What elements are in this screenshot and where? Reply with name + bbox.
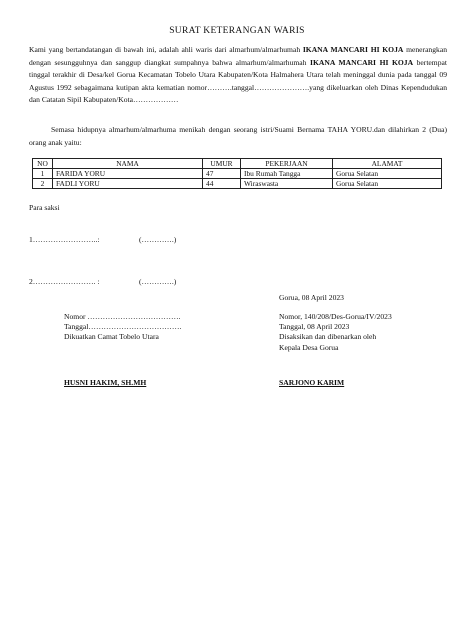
opening-text-1: Kami yang bertandatangan di bawah ini, adalah ahli waris dari almarhum/almarhumah [29,45,303,54]
camat-acknowledgement: Dikuatkan Camat Tobelo Utara [64,332,159,341]
camat-tanggal: Tanggal………………………………. [64,322,182,331]
cell-no: 2 [33,179,53,189]
camat-signer-name: HUSNI HAKIM, SH.MH [64,378,147,387]
cell-alamat: Gorua Selatan [333,179,442,189]
cell-umur: 47 [203,169,241,179]
col-header-alamat: ALAMAT [333,159,442,169]
cell-no: 1 [33,169,53,179]
witness-1-line: 1……………………..: [29,235,100,244]
cell-pekerjaan: Wiraswasta [241,179,333,189]
cell-pekerjaan: Ibu Rumah Tangga [241,169,333,179]
col-header-nama: NAMA [53,159,203,169]
table-header-row [33,159,442,169]
col-header-no: NO [33,159,53,169]
camat-nomor: Nomor ………………………………. [64,312,181,321]
cell-nama: FARIDA YORU [53,169,203,179]
col-header-umur: UMUR [203,159,241,169]
village-nomor: Nomor, 140/208/Des-Gorua/IV/2023 [279,312,392,321]
village-head-signer-name: SARJONO KARIM [279,378,345,387]
village-tanggal: Tanggal, 08 April 2023 [279,322,350,331]
opening-text-2: menerangkan dengan sesungguhnya dan sanggup diangkat sumpahnya bahwa almarhum/almarhumah [29,45,447,67]
witness-2-line: 2……………………. : [29,277,100,286]
witnesses-label: Para saksi [29,203,60,212]
marriage-paragraph: Semasa hidupnya almarhum/almarhuma menikah dengan seorang istri/Suami Bernama TAHA YORU.dan dilahirkan 2 (Dua) orang anak yaitu: [29,125,447,147]
village-acknowledgement: Disaksikan dan dibenarkan oleh [279,332,377,341]
opening-text-3: bertempat tinggal terakhir di Desa/kel Gorua Kecamatan Tobelo Utara Kabupaten/Kota Halmahera Utara telah meninggal dunia pada tanggal 09 Agustus 1992 sebagaimana kutipan akta kematian nomor……….tanggal………………….yang dikeluarkan oleh Dinas Kependudukan dan Catatan Sipil Kabupaten/Kota……………… [29,57,447,104]
col-header-pekerjaan: PEKERJAAN [241,159,333,169]
cell-nama: FADLI YORU [53,179,203,189]
heirs-table [32,158,442,189]
table-row [33,179,442,189]
village-head-role: Kepala Desa Gorua [279,343,339,352]
deceased-name-repeat: IKANA MANCARI HI KOJA [310,57,414,67]
place-date: Gorua, 08 April 2023 [279,293,344,302]
cell-umur: 44 [203,179,241,189]
document-title: SURAT KETERANGAN WARIS [169,26,305,36]
opening-paragraph [29,44,447,107]
cell-alamat: Gorua Selatan [333,169,442,179]
witness-1-signature: (………….) [139,235,177,244]
table-row [33,169,442,179]
deceased-name: IKANA MANCARI HI KOJA [302,45,404,54]
witness-2-signature: (………….) [139,277,177,286]
